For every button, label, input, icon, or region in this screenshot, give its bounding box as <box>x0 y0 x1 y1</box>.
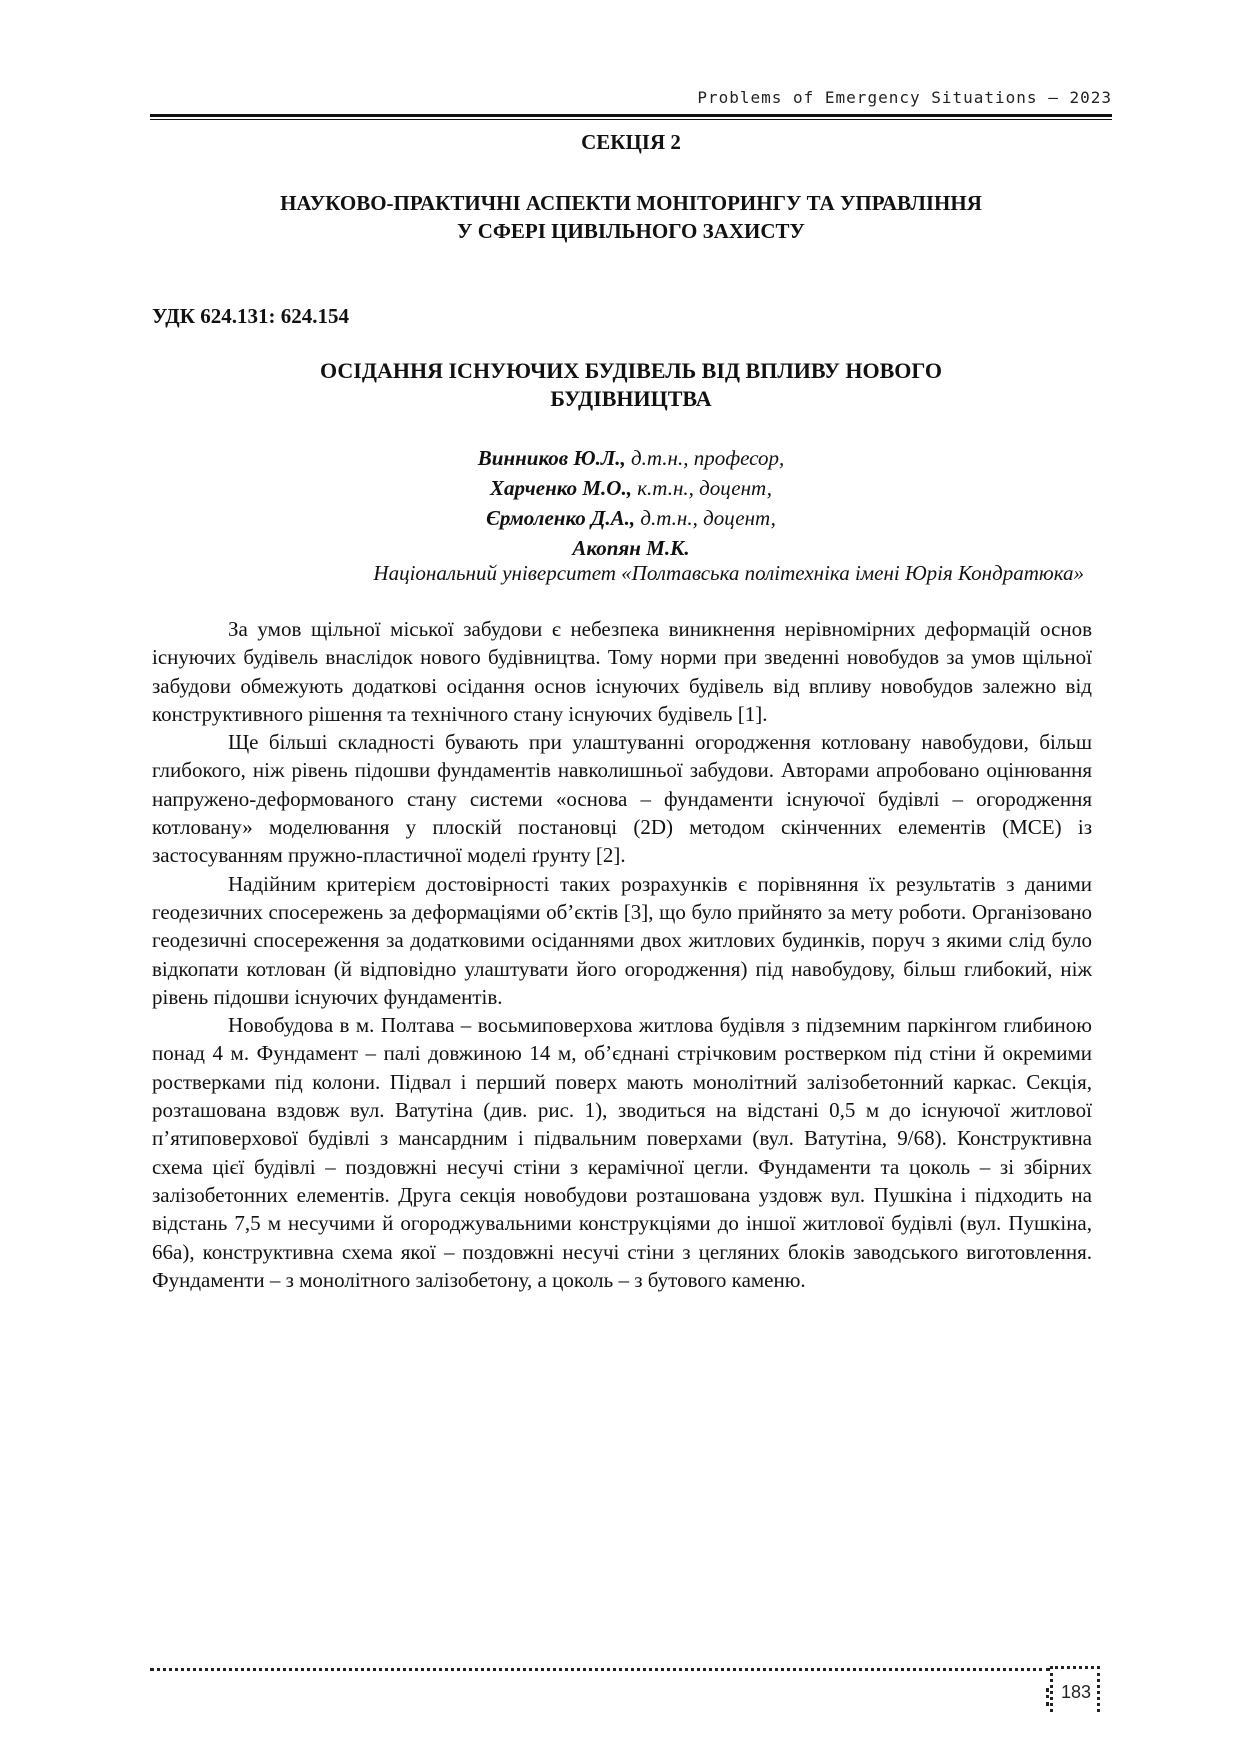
section-title <box>150 189 1112 245</box>
page-number-box-tick <box>1046 1688 1049 1706</box>
running-header: Problems of Emergency Situations – 2023 <box>697 88 1112 107</box>
author-line <box>150 503 1112 533</box>
body-paragraph: Надійним критерієм достовірності таких розрахунків є порівняння їх результатів з даними геодезичних спосережень за деформаціями об’єктів [3], що було прийнято за мету роботи. Організовано геодезичні спосереження за додатковими осіданнями двох житлових будинків, поруч з якими слід було відкопати котлован (й відповідно улаштувати його огородження) під навобудову, більш глибокий, ніж рівень підошви існуючих фундаментів. <box>152 871 1092 1009</box>
author-credentials: д.т.н., доцент, <box>635 506 776 530</box>
body-paragraph: Ще більші складності бувають при улаштуванні огородження котловану навобудови, більш глибокого, ніж рівень підошви фундаментів навколишньої забудови. Авторами апробовано оцінювання напружено-деформованого стану системи «основа – фундаменти існуючої будівлі – огородження котловану» моделювання у плоскій постановці (2D) методом скінченних елементів (МСЕ) із застосуванням пружно-пластичної моделі ґрунту [2]. <box>152 730 1092 868</box>
author-credentials: д.т.н., професор, <box>625 446 785 470</box>
udc-code: УДК 624.131: 624.154 <box>152 304 349 328</box>
body-paragraph: За умов щільної міської забудови є небезпека виникнення нерівномірних деформацій основ існуючих будівель внаслідок нового будівництва. Тому норми при зведенні новобудов за умов щільної забудови обмежують додаткові осідання основ існуючих будівель від впливу новобудов залежно від конструктивного рішення та технічного стану існуючих будівель [1]. <box>152 617 1092 726</box>
header-rule-thin <box>150 119 1112 120</box>
page-number: 183 <box>1060 1682 1092 1702</box>
author-credentials: к.т.н., доцент, <box>631 476 772 500</box>
article-title <box>150 357 1112 413</box>
author-name: Єрмоленко Д.А., <box>486 506 636 530</box>
footer-dotted-rule <box>150 1668 1050 1671</box>
section-title-line-1: НАУКОВО-ПРАКТИЧНІ АСПЕКТИ МОНІТОРИНГУ ТА УПРАВЛІННЯ <box>280 191 982 215</box>
article-title-line-2: БУДІВНИЦТВА <box>550 386 712 411</box>
author-line <box>150 473 1112 503</box>
author-name: Винников Ю.Л., <box>477 446 626 470</box>
author-list <box>150 443 1112 563</box>
section-label: СЕКЦІЯ 2 <box>581 130 681 154</box>
section-title-line-2: У СФЕРІ ЦИВІЛЬНОГО ЗАХИСТУ <box>457 219 805 243</box>
body-paragraph: Новобудова в м. Полтава – восьмиповерхова житлова будівля з підземним паркінгом глибиною понад 4 м. Фундамент – палі довжиною 14 м, об’єднані стрічковим ростверком під стіни й окремими ростверками під колони. Підвал і перший поверх мають монолітний залізобетонний каркас. Секція, розташована вздовж вул. Ватутіна (див. рис. 1), зводиться на відстані 0,5 м до існуючої житлової п’ятиповерхової будівлі з мансардним і підвальним поверхами (вул. Ватутіна, 9/68). Конструктивна схема цієї будівлі – поздовжні несучі стіни з керамічної цегли. Фундаменти та цоколь – зі збірних залізобетонних елементів. Друга секція новобудови розташована уздовж вул. Пушкіна і підходить на відстань 7,5 м несучими й огороджувальними конструкціями до іншої житлової будівлі (вул. Пушкіна, 66а), конструктивна схема якої – поздовжні несучі стіни з цегляних блоків заводського виготовлення. Фундаменти – з монолітного залізобетону, а цоколь – з бутового каменю. <box>152 1013 1092 1292</box>
author-line <box>150 443 1112 473</box>
author-line <box>150 533 1112 563</box>
author-name: Харченко М.О., <box>490 476 632 500</box>
author-name: Акопян М.К. <box>572 536 690 560</box>
article-title-line-1: ОСІДАННЯ ІСНУЮЧИХ БУДІВЕЛЬ ВІД ВПЛИВУ НОВОГО <box>320 358 942 383</box>
article-body <box>152 615 1092 1294</box>
affiliation: Національний університет «Полтавська політехніка імені Юрія Кондратюка» <box>373 561 1084 585</box>
header-rule <box>150 114 1112 117</box>
